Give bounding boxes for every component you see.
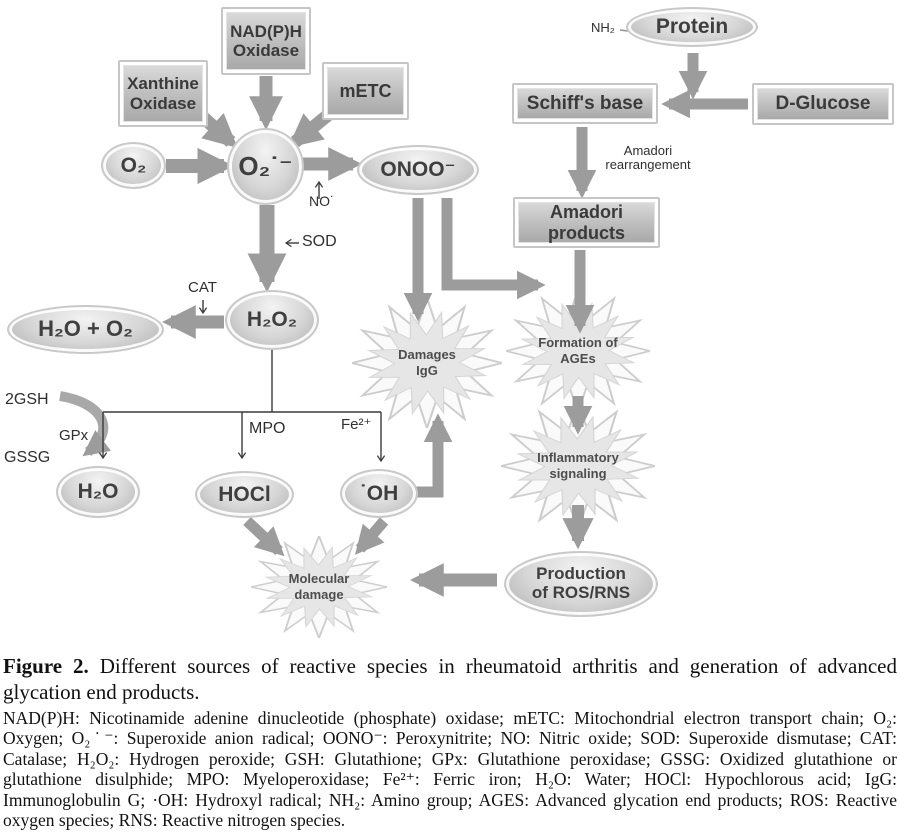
label-mpo: MPO [249,420,286,437]
node-h2o-plus-o2: H₂O + O₂ [7,305,164,354]
label-fe2: Fe²⁺ [341,416,372,433]
label-amadori-rearrangement: Amadori rearrangement [605,143,691,173]
node-hydroxyl-radical: ˙OH [340,469,418,518]
node-label: NAD(P)H Oxidase [226,12,306,70]
label-sod: SOD [302,233,337,250]
star-label: Formation of AGEs [538,334,618,366]
node-label: Schiff's base [517,88,653,119]
node-label: Xanthine Oxidase [123,65,203,122]
figure-caption-label: Figure 2. [3,654,89,678]
node-protein: Protein [626,7,758,47]
figure-caption-text: Different sources of reactive species in rheumatoid arthritis and generation of advanced glycation end products. [3,654,897,705]
node-nadph-oxidase [221,7,311,75]
label-nh2: NH₂ [591,20,615,35]
node-h2o: H₂O [56,466,140,518]
star-label: Molecular damage [288,570,350,602]
node-d-glucose [752,83,894,125]
abbreviation-legend: NAD(P)H: Nicotinamide adenine dinucleotide (phosphate) oxidase; mETC: Mitochondrial electron transport chain; O₂: Oxygen; O₂˙⁻: Superoxide anion radical; OONO⁻: Peroxynitrite; NO: Nitric oxide; SOD: Superoxide dismutase; CAT: Catalase; H₂O₂: Hydrogen peroxide; GSH: Glutathione; GPx: Glutathione peroxidase; GSSG: Oxidized glutathione or glutathione disulphide; MPO: Myeloperoxidase; Fe²⁺: Ferric iron; H₂O: Water; HOCl: Hypochlorous acid; IgG: Immunoglobulin G; ·OH: Hydroxyl radical; NH₂: Amino group; AGES: Advanced glycation end products; ROS: Reactive oxygen species; RNS: Reactive nitrogen species. [3,708,897,831]
label-gssg: GSSG [4,449,51,466]
node-hocl: HOCl [195,471,294,518]
label-2gsh: 2GSH [5,391,49,408]
node-h2o2: H₂O₂ [225,290,319,350]
node-label: Amadori products [518,202,655,243]
node-label: D-Glucose [757,88,889,120]
node-xanthine-oxidase [118,60,208,127]
node-superoxide: O₂˙⁻ [227,128,304,205]
star-label: Inflammatory signaling [537,449,619,481]
node-peroxynitrite: ONOO⁻ [357,145,479,195]
node-label: mETC [327,67,404,115]
label-no-radical: NO˙ [309,193,335,209]
node-schiffs-base [512,83,658,124]
node-production-ros-rns: Production of ROS/RNS [504,551,658,617]
label-cat: CAT [188,279,217,296]
node-amadori-products [513,197,660,248]
node-metc [322,62,409,120]
label-gpx: GPx [59,427,89,444]
star-label: Damages IgG [398,346,456,378]
node-o2: O₂ [101,142,166,189]
figure-caption [3,653,897,705]
